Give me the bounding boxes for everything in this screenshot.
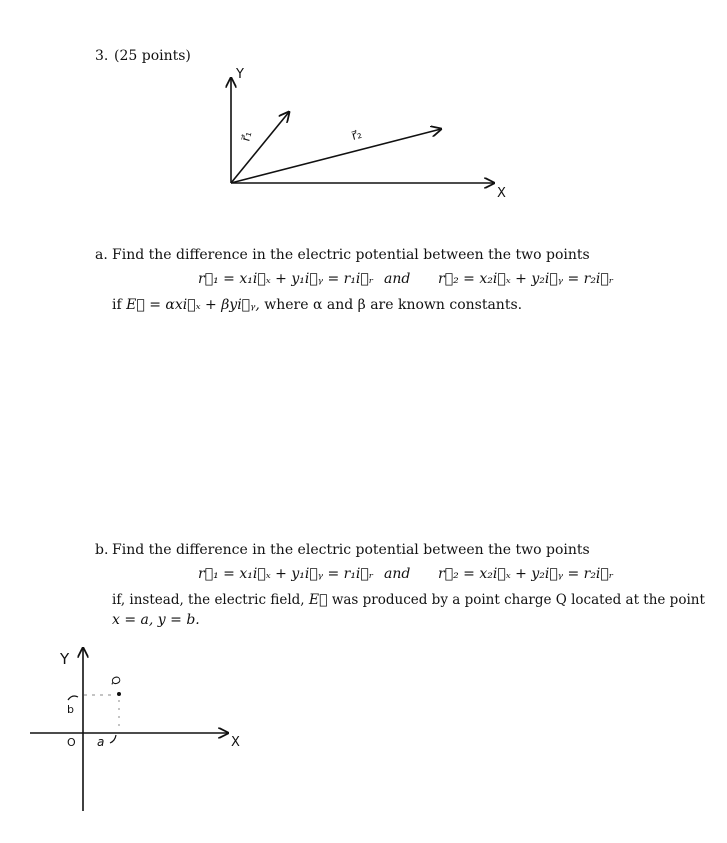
part-a-letter: a. <box>95 247 108 263</box>
part-b-condition-start: if, instead, the electric field, <box>112 592 305 608</box>
problem-number: 3. <box>95 48 109 64</box>
charge-dot <box>117 692 121 696</box>
part-b-letter: b. <box>95 542 109 558</box>
part-b-field-symbol: E⃗ <box>308 592 328 608</box>
part-a-condition-rest: where α and β are known constants. <box>264 297 523 313</box>
part-b-prompt: Find the difference in the electric potential between the two points <box>112 542 590 558</box>
top-x-label: X <box>497 186 506 201</box>
b-label: b <box>67 703 74 716</box>
part-b-eq-r1: r⃗₁ = x₁i⃗ₓ + y₁i⃗ᵧ = r₁i⃗ᵣ <box>198 566 374 582</box>
charge-label: Q <box>108 674 124 687</box>
r2-label: r⃗₂ <box>350 126 364 143</box>
part-b-condition-line2: x = a, y = b. <box>112 612 200 628</box>
part-a-condition-if: if <box>112 297 122 313</box>
problem-points: (25 points) <box>114 48 191 64</box>
bottom-x-label: X <box>231 735 240 750</box>
part-a-prompt: Find the difference in the electric potential between the two points <box>112 247 590 263</box>
part-b-eq-and: and <box>384 566 411 582</box>
part-b-eq-r2: r⃗₂ = x₂i⃗ₓ + y₂i⃗ᵧ = r₂i⃗ᵣ <box>438 566 614 582</box>
part-a-eq-r1: r⃗₁ = x₁i⃗ₓ + y₁i⃗ᵧ = r₁i⃗ᵣ <box>198 271 374 287</box>
bottom-y-label: Y <box>60 650 70 668</box>
part-a-field-expression: E⃗ = αxi⃗ₓ + βyi⃗ᵧ, <box>126 297 260 313</box>
top-y-label: Y <box>236 67 244 82</box>
a-label: a <box>97 735 105 749</box>
r1-label: r⃗₁ <box>238 129 255 143</box>
origin-label: O <box>67 736 76 749</box>
part-b-condition-end: was produced by a point charge Q located at the point <box>331 592 705 608</box>
part-a-eq-r2: r⃗₂ = x₂i⃗ₓ + y₂i⃗ᵧ = r₂i⃗ᵣ <box>438 271 614 287</box>
b-pointer-arrow <box>68 696 78 700</box>
part-a-eq-and: and <box>384 271 411 287</box>
a-pointer-arrow <box>110 735 116 743</box>
